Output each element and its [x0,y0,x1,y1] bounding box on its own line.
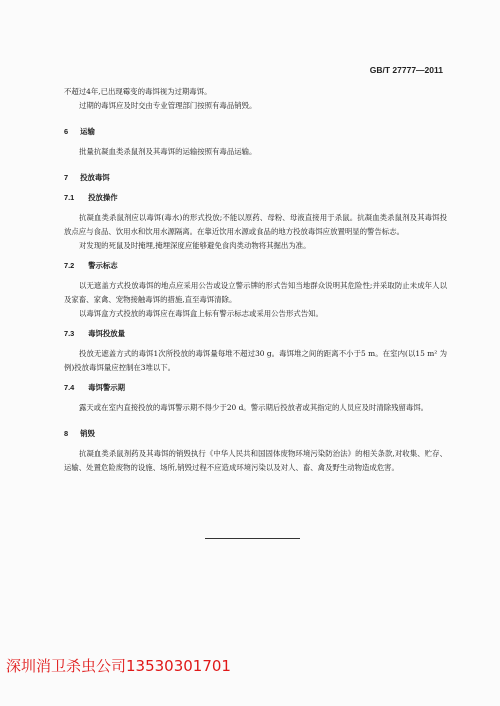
paragraph: 露天或在室内直接投放的毒饵警示期不得少于20 d。警示期后投放者或其指定的人员应及时清除残留毒饵。 [79,403,429,412]
section-number: 7.4 [64,383,75,392]
document-body [64,85,447,475]
section-number: 7 [64,173,69,182]
paragraph: 批量抗凝血类杀鼠剂及其毒饵的运输按照有毒品运输。 [79,147,257,156]
section-number: 7.2 [64,261,75,270]
paragraph: 以无遮盖方式投放毒饵的地点应采用公告或设立警示牌的形式告知当地群众说明其危险性;并采取防止未成年人以及家畜、家禽、宠物接触毒饵的措施,直至毒饵清除。 [64,281,447,304]
section-heading-7-2 [64,259,447,273]
standard-code: GB/T 27777—2011 [369,65,443,75]
contact-watermark: 深圳消卫杀虫公司13530301701 [6,657,231,675]
paragraph: 抗凝血类杀鼠剂药及其毒饵的销毁执行《中华人民共和国固体废物环境污染防治法》的相关条款,对收集、贮存、运输、处置危险废物的设施、场所,销毁过程不应造成环境污染以及对人、畜、禽及野生动物造成危害。 [64,449,447,472]
section-title: 毒饵警示期 [88,383,126,392]
section-heading-7 [64,171,447,185]
paragraph: 投放无遮盖方式的毒饵1次所投放的毒饵量每堆不超过30 g。毒饵堆之间的距离不小于5 m。在室内(以15 m² 为例)投放毒饵量应控制在3堆以下。 [64,349,447,372]
section-title: 投放毒饵 [80,173,110,182]
section-title: 警示标志 [88,261,118,270]
section-heading-7-3 [64,327,447,341]
paragraph: 过期的毒饵应及时交由专业管理部门按照有毒品销毁。 [79,101,257,110]
paragraph: 不超过4年,已出现霉变的毒饵视为过期毒饵。 [64,87,212,96]
section-number: 6 [64,127,69,136]
section-title: 销毁 [80,429,95,438]
paragraph: 以毒饵盒方式投放的毒饵应在毒饵盒上标有警示标志或采用公告形式告知。 [79,309,323,318]
section-number: 7.3 [64,329,75,338]
paragraph: 对发现的死鼠及时掩埋,掩埋深度应能够避免食肉类动物将其掘出为准。 [79,241,311,250]
section-heading-6 [64,125,447,139]
section-heading-7-4 [64,381,447,395]
paragraph: 抗凝血类杀鼠剂应以毒饵(毒水)的形式投放;不能以原药、母粉、母液直接用于杀鼠。抗凝血类杀鼠剂及其毒饵投放点应与食品、饮用水和饮用水源隔离。在靠近饮用水源或食品的地方投放毒饵应放置明显的警告标志。 [64,213,447,236]
end-divider [205,538,300,539]
section-heading-8 [64,427,447,441]
section-title: 毒饵投放量 [88,329,126,338]
section-title: 运输 [80,127,95,136]
section-number: 7.1 [64,193,75,202]
section-number: 8 [64,429,69,438]
section-heading-7-1 [64,191,447,205]
section-title: 投放操作 [88,193,118,202]
